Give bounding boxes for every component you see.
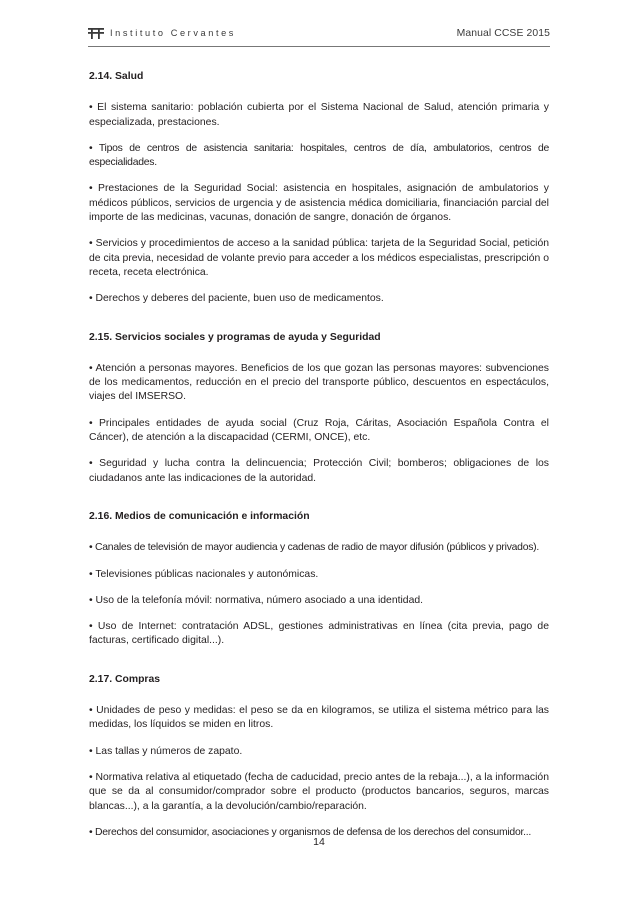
list-item: • Tipos de centros de asistencia sanitaria: hospitales, centros de día, ambulatorios, centros de especialidades.: [89, 142, 549, 169]
list-item: • Servicios y procedimientos de acceso a la sanidad pública: tarjeta de la Seguridad Social, petición de cita previa, necesidad de volante previo para acceder a los médicos especialistas, prescripción o receta, receta electrónica.: [89, 238, 549, 278]
list-item: • Seguridad y lucha contra la delincuencia; Protección Civil; bomberos; obligaciones de los ciudadanos ante las indicaciones de la autoridad.: [89, 458, 549, 484]
section-medios-comunicacion: [89, 510, 549, 649]
section-title: 2.15. Servicios sociales y programas de ayuda y Seguridad: [89, 331, 381, 343]
section-servicios-sociales: [89, 331, 549, 486]
section-title: 2.17. Compras: [89, 673, 161, 685]
list-item: • Las tallas y números de zapato.: [89, 745, 243, 757]
list-item: • Derechos y deberes del paciente, buen uso de medicamentos.: [89, 293, 384, 305]
list-item: • Atención a personas mayores. Beneficios de los que gozan las personas mayores: subvenciones de los medicamentos, reducción en el precio del transporte público, descuentos en espectáculos, viajes del IMSERSO.: [89, 362, 549, 403]
section-title: 2.14. Salud: [89, 71, 144, 82]
list-item: • Unidades de peso y medidas: el peso se da en kilogramos, se utiliza el sistema métrico para las medidas, los líquidos se miden en litros.: [89, 705, 549, 731]
list-item: • Principales entidades de ayuda social (Cruz Roja, Cáritas, Asociación Española Contra el Cáncer), de atención a la discapacidad (CERMI, ONCE), etc.: [89, 417, 549, 444]
list-item: • Normativa relativa al etiquetado (fecha de caducidad, precio antes de la rebaja...), a la información que se da al consumidor/comprador sobre el producto (productos bancarios, seguros, marcas blancas...), a la garantía, a la devolución/cambio/reparación.: [89, 771, 549, 812]
section-compras: [89, 673, 549, 840]
list-item: • Uso de Internet: contratación ADSL, gestiones administrativas en línea (cita previa, pago de facturas, certificado digital...).: [89, 621, 549, 647]
institution-brand: [88, 27, 236, 39]
institution-name: Instituto Cervantes: [110, 28, 236, 38]
list-item: • Prestaciones de la Seguridad Social: asistencia en hospitales, asignación de ambulatorios y médicos públicos, servicios de urgencia y de asistencia médica domiciliaria, financiación parcial del importe de las medicinas, vacunas, donación de sangre, donación de órganos.: [89, 183, 549, 224]
page-number: 14: [313, 836, 325, 848]
list-item: • Televisiones públicas nacionales y autonómicas.: [89, 568, 319, 580]
list-item: • Derechos del consumidor, asociaciones y organismos de defensa de los derechos del consumidor...: [89, 826, 532, 838]
page-header: [88, 22, 550, 44]
header-divider: [88, 46, 550, 47]
instituto-cervantes-logo-icon: [88, 27, 104, 39]
list-item: • Canales de televisión de mayor audiencia y cadenas de radio de mayor difusión (públicos y privados).: [89, 542, 540, 554]
list-item: • Uso de la telefonía móvil: normativa, número asociado a una identidad.: [89, 594, 424, 606]
list-item: • El sistema sanitario: población cubierta por el Sistema Nacional de Salud, atención primaria y especializada, prestaciones.: [89, 102, 549, 128]
section-salud: [89, 70, 549, 307]
document-title: Manual CCSE 2015: [456, 27, 550, 39]
section-title: 2.16. Medios de comunicación e información: [89, 510, 310, 522]
page-content: [89, 70, 549, 864]
